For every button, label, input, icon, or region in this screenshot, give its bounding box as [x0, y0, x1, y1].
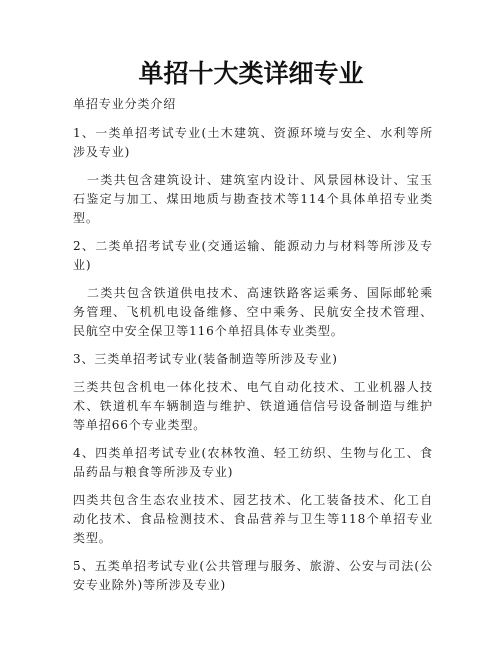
category-2-heading: 2、二类单招考试专业(交通运输、能源动力与材料等所涉及专业): [73, 239, 433, 272]
document-body: [73, 95, 433, 604]
category-5-heading: 5、五类单招考试专业(公共管理与服务、旅游、公安与司法(公安专业除外)等所涉及专业): [73, 559, 433, 592]
category-3-heading: 3、三类单招考试专业(装备制造等所涉及专业): [73, 352, 338, 366]
category-4-description: 四类共包含生态农业技术、园艺技术、化工装备技术、化工自动化技术、食品检测技术、食品营养与卫生等118个单招专业类型。: [73, 493, 433, 545]
section-intro: 单招专业分类介绍: [73, 97, 177, 111]
category-1-heading: 1、一类单招考试专业(土木建筑、资源环境与安全、水利等所涉及专业): [73, 126, 433, 159]
category-4-heading: 4、四类单招考试专业(农林牧渔、轻工纺织、生物与化工、食品药品与粮食等所涉及专业): [73, 446, 433, 479]
category-3-description: 三类共包含机电一体化技术、电气自动化技术、工业机器人技术、铁道机车车辆制造与维护、铁道通信信号设备制造与维护等单招66个专业类型。: [73, 380, 433, 432]
category-1-description: 一类共包含建筑设计、建筑室内设计、风景园林设计、宝玉石鉴定与加工、煤田地质与勘查技术等114个具体单招专业类型。: [73, 173, 433, 225]
document-title: 单招十大类详细专业: [138, 59, 364, 88]
category-2-description: 二类共包含铁道供电技术、高速铁路客运乘务、国际邮轮乘务管理、飞机机电设备维修、空中乘务、民航安全技术管理、民航空中安全保卫等116个单招具体专业类型。: [73, 286, 433, 338]
